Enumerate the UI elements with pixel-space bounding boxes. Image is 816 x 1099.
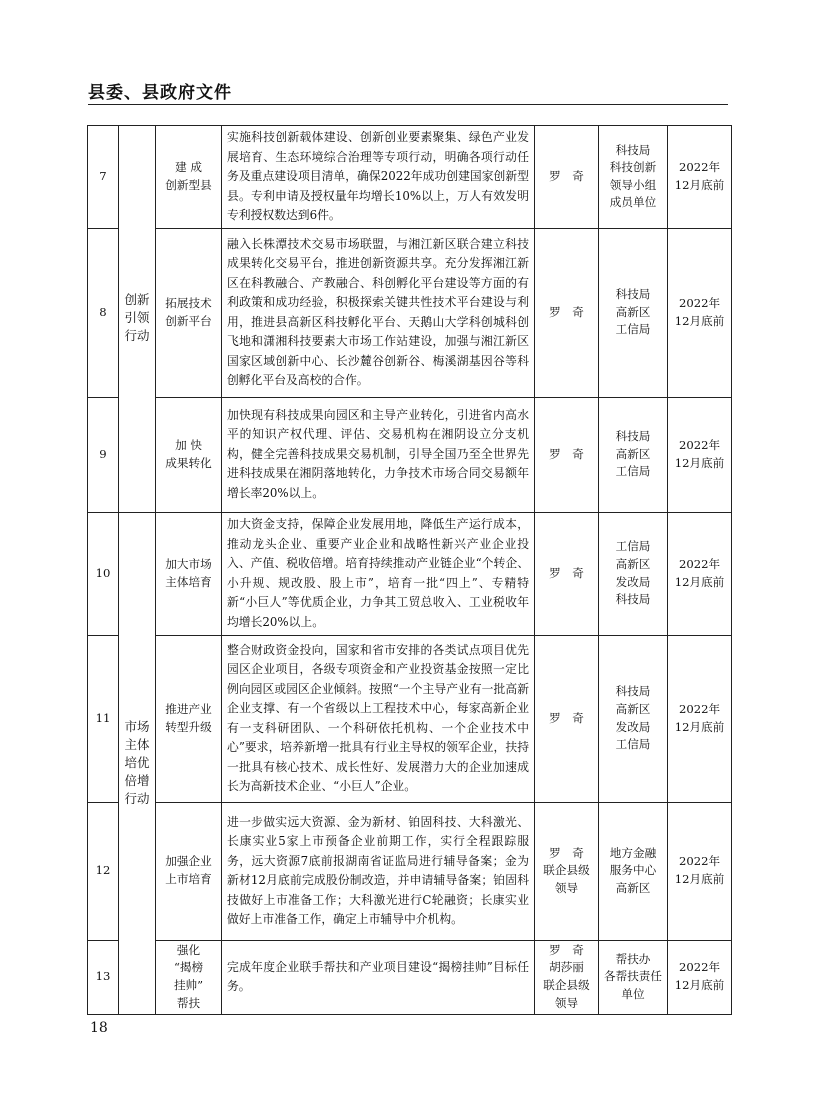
task-description: 进一步做实远大资源、金为新材、铂固科技、大科激光、长康实业5家上市预备企业前期工作，实行全程跟踪服务，远大资源7底前报湖南省证监局进行辅导备案；金为新材12月底前完成股份制改造，并申请辅导备案；铂固科技做好上市准备工作；大科激光进行C轮融资；长康实业做好上市准备工作，确定上市辅导中介机构。	[222, 802, 535, 940]
leader: 罗 奇	[535, 635, 599, 802]
deadline: 2022年 12月底前	[668, 635, 732, 802]
row-number: 10	[88, 512, 119, 635]
task-description: 实施科技创新载体建设、创新创业要素聚集、绿色产业发展培育、生态环境综合治理等专项行动，明确各项行动任务及重点建设项目清单，确保2022年成功创建国家创新型县。专利申请及授权量年均增长10%以上，万人有效发明专利授权数达到6件。	[222, 126, 535, 229]
header-divider	[88, 104, 728, 105]
task-description: 加大资金支持，保障企业发展用地，降低生产运行成本，推动龙头企业、重要产业企业和战略性新兴产业企业投入、产值、税收倍增。培育持续推动产业链企业“个转企、小升规、规改股、股上市”，培育一批“四上”、专精特新“小巨人”等优质企业，力争其工贸总收入、工业税收年均增长20%以上。	[222, 512, 535, 635]
deadline: 2022年 12月底前	[668, 228, 732, 397]
task-description: 加快现有科技成果向园区和主导产业转化，引进省内高水平的知识产权代理、评估、交易机构在湘阴设立分支机构，健全完善科技成果交易机制，引导全国乃至全世界先进科技成果在湘阴落地转化，力争技术市场合同交易额年增长率20%以上。	[222, 397, 535, 512]
task-name: 加 快 成果转化	[156, 397, 222, 512]
category-cell	[119, 512, 156, 1014]
task-description: 融入长株潭技术交易市场联盟，与湘江新区联合建立科技成果转化交易平台，推进创新资源共享。充分发挥湘江新区在科教融合、产教融合、科创孵化平台建设等方面的有利政策和成功经验，积极探索关键共性技术平台建设与利用，推进县高新区科技孵化平台、天鹅山大学科创城科创飞地和潇湘科技要素大市场工作站建设，加强与湘江新区国家区域创新中心、长沙麓谷创新谷、梅溪湖基因谷等科创孵化平台及高校的合作。	[222, 228, 535, 397]
deadline: 2022年 12月底前	[668, 940, 732, 1014]
leader: 罗 奇	[535, 512, 599, 635]
responsible-units: 科技局 科技创新 领导小组 成员单位	[599, 126, 668, 229]
leader: 罗 奇	[535, 397, 599, 512]
table-row	[88, 126, 732, 229]
row-number: 9	[88, 397, 119, 512]
category-cell	[119, 126, 156, 513]
page-number: 18	[90, 1020, 108, 1036]
responsible-units: 科技局 高新区 发改局 工信局	[599, 635, 668, 802]
deadline: 2022年 12月底前	[668, 512, 732, 635]
table-row	[88, 802, 732, 940]
task-name: 加强企业 上市培育	[156, 802, 222, 940]
deadline: 2022年 12月底前	[668, 126, 732, 229]
responsible-units: 科技局 高新区 工信局	[599, 397, 668, 512]
deadline: 2022年 12月底前	[668, 802, 732, 940]
task-description: 整合财政资金投向，国家和省市安排的各类试点项目优先园区企业项目，各级专项资金和产业投资基金按照一定比例向园区或园区企业倾斜。按照“一个主导产业有一批高新企业支撑、有一个省级以上工程技术中心，每家高新企业有一支科研团队、一个科研依托机构、一个企业技术中心”要求，培养新增一批具有行业主导权的领军企业，扶持一批具有核心技术、成长性好、发展潜力大的企业加速成长为高新技术企业、“小巨人”企业。	[222, 635, 535, 802]
table-row	[88, 512, 732, 635]
deadline: 2022年 12月底前	[668, 397, 732, 512]
task-name: 拓展技术 创新平台	[156, 228, 222, 397]
table-row	[88, 228, 732, 397]
task-name: 建 成 创新型县	[156, 126, 222, 229]
row-number: 8	[88, 228, 119, 397]
table-row	[88, 940, 732, 1014]
leader: 罗 奇	[535, 126, 599, 229]
row-number: 12	[88, 802, 119, 940]
task-description: 完成年度企业联手帮扶和产业项目建设“揭榜挂帅”目标任务。	[222, 940, 535, 1014]
table-row	[88, 635, 732, 802]
task-name: 推进产业 转型升级	[156, 635, 222, 802]
row-number: 13	[88, 940, 119, 1014]
task-name: 加大市场 主体培育	[156, 512, 222, 635]
row-number: 11	[88, 635, 119, 802]
task-name: 强化 “揭榜 挂帅” 帮扶	[156, 940, 222, 1014]
row-number: 7	[88, 126, 119, 229]
responsible-units: 地方金融 服务中心 高新区	[599, 802, 668, 940]
leader: 罗 奇 联企县级 领导	[535, 802, 599, 940]
responsible-units: 科技局 高新区 工信局	[599, 228, 668, 397]
leader: 罗 奇 胡莎丽 联企县级 领导	[535, 940, 599, 1014]
responsible-units: 帮扶办 各帮扶责任 单位	[599, 940, 668, 1014]
document-header-title: 县委、县政府文件	[88, 83, 232, 103]
leader: 罗 奇	[535, 228, 599, 397]
table-row	[88, 397, 732, 512]
category-label: 创新引领行动	[124, 292, 150, 344]
task-table	[87, 125, 732, 1015]
category-label: 市场主体培优倍增行动	[124, 718, 150, 806]
responsible-units: 工信局 高新区 发改局 科技局	[599, 512, 668, 635]
